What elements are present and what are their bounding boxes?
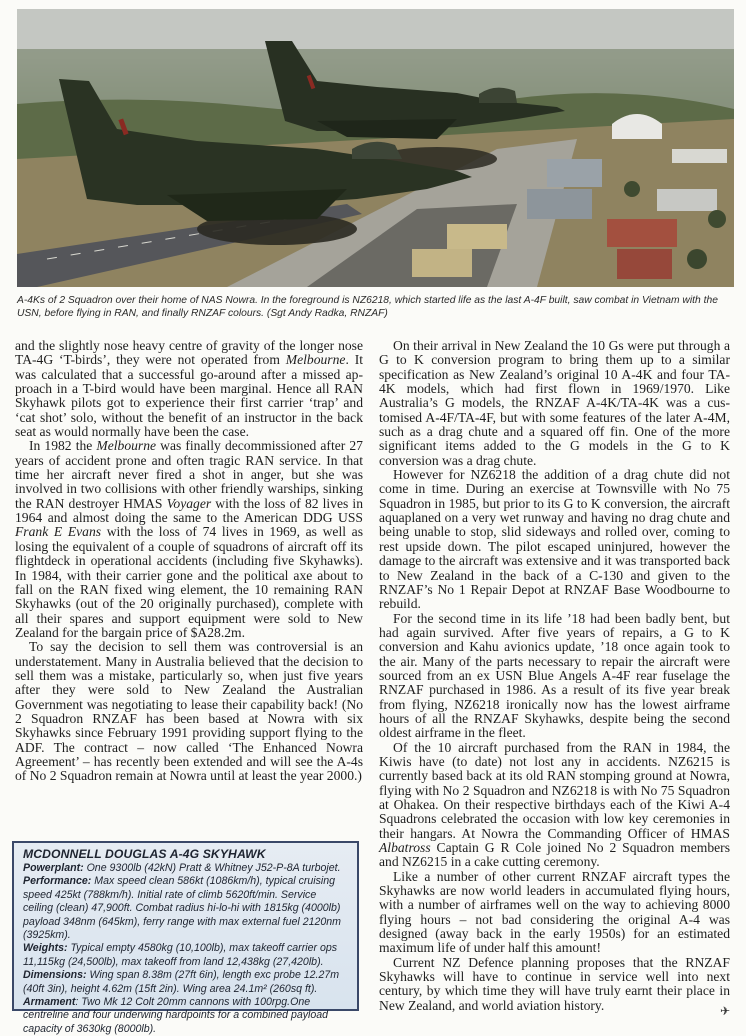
spec-powerplant: Powerplant: One 9300lb (42kN) Pratt & Whitney J52-P-8A turbojet. bbox=[23, 862, 341, 874]
article-right-column bbox=[379, 339, 730, 1013]
paragraph: and the slightly nose heavy centre of gravity of the longer nose TA-4G ‘T-birds’, they were not operated from Melbourne. It was calculated that a successful go-around after a missed approach in a T-bird would have been marginal. Hence all RAN Skyhawk pilots got to experience their first carrier ‘trap’ and ‘cat shot’ solo, without the benefit of an instructor in the back seat as would normally have been the case. bbox=[15, 338, 363, 440]
paragraph: Of the 10 aircraft purchased from the RAN in 1984, the Kiwis have (to date) not lost any in accidents. NZ6215 is currently based back at its old RAN stomping ground at Nowra, flying with No 2 Squadron and NZ6218 is with No 75 Squadron at Ohakea. On their respective birthdays each of the Kiwi A-4 Squadrons celebrated the occasion with low key ceremonies in their hangars. At Nowra the Commanding Officer of HMAS Albatross Captain G R Cole joined No 2 Squadron members and NZ6215 in a cake cutting ceremony. bbox=[379, 739, 730, 870]
paragraph: To say the decision to sell them was controversial is an understatement. Many in Australia believed that the decision to sell them was a mistake, particularly so, when just five years after they were sold to New Zealand the Australian Government was negotiating to lease their capability back! (No 2 Squadron RNZAF has been based at Nowra with six Skyhawks since February 1991 providing support flying to the ADF. The contract – now called ‘The Enhanced Nowra Agreement’ – has recently been extended and will see the A-4s of No 2 Squadron remain at Nowra until at least the year 2000.) bbox=[15, 639, 363, 784]
paragraph: However for NZ6218 the addition of a drag chute did not come in time. During an exercise at Townsville with No 75 Squadron in 1985, but prior to its G to K conversion, the aircraft aquaplaned on a very wet runway and having no drag chute and being unable to stop, slid sideways and rolled over, coming to rest upside down. The pilot escaped uninjured, however the damage to the aircraft was extensive and it was transported back to New Zealand in the back of a C-130 and given to the RNZAF’s No 1 Repair Depot at RNZAF Base Woodbourne to rebuild. bbox=[379, 467, 730, 612]
spec-performance: Performance: Max speed clean 586kt (1086km/h), typical cruising speed 425kt (788km/h). Initial rate of climb 5620ft/min. Service ceiling (clean) 47,900ft. Combat radius hi-lo-hi with 1815kg (4000lb) payload 348nm (645km), ferry range with max external fuel 2120nm (3925km). bbox=[23, 875, 341, 942]
paragraph: Current NZ Defence planning proposes that the RNZAF Skyhawks will have to continue in service well into next century, by which time they will have truly earnt their place in New Zealand, and world aviation history. bbox=[379, 954, 730, 1013]
article-left-column bbox=[15, 339, 363, 784]
spec-title: MCDONNELL DOUGLAS A-4G SKYHAWK bbox=[23, 847, 266, 861]
paragraph: In 1982 the Melbourne was finally decommissioned after 27 years of accident prone and often tragic RAN service. In that time her aircraft never fired a shot in anger, but she was involved in two collisions with other friendly warships, sinking the RAN destroyer HMAS Voyager with the loss of 82 lives in 1964 and almost doing the same to the American DDG USS Frank E Evans with the loss of 74 lives in 1969, as well as losing the equivalent of a couple of squadrons of aircraft off its flightdeck in operational accidents (including five Skyhawks). In 1984, with their carrier gone and the political axe about to fall on the RAN fixed wing element, the 10 remaining RAN Skyhawks (out of the 20 originally purchased), complete with all their spares and support equipment were sold to New Zealand for the bargain price of $A28.2m. bbox=[15, 438, 364, 640]
spec-armament: Armament: Two Mk 12 Colt 20mm cannons with 100rpg.One centreline and four underwing hardpoints for a combined payload capacity of 3630kg (8000lb). bbox=[23, 996, 329, 1035]
paragraph: On their arrival in New Zealand the 10 Gs were put through a G to K conversion program to bring them up to a similar specification as New Zealand’s original 10 A-4K and four TA-4K models, which had first flown in 1969/1970. Like Australia’s G models, the RNZAF A-4K/TA-4K was a customised A-4F/TA-4F, but with some features of the later A-4M, such as a drag chute and a squared off fin. One of the more significant items added to the G models in the G to K conversion was a drag chute. bbox=[379, 338, 730, 468]
paragraph: For the second time in its life ’18 had been badly bent, but had again survived. After five years of repairs, a G to K conversion and Kahu avionics update, ’18 once again took to the air. Many of the parts necessary to repair the aircraft were sourced from an ex USN Blue Angels A-4F rear fuselage the RNZAF purchased in 1986. As a result of its five year break from flying, NZ6218 ironically now has the lowest airframe hours of all the RNZAF Skyhawks, despite being the second oldest airframe in the fleet. bbox=[379, 610, 730, 741]
end-of-article-aircraft-icon: ✈ bbox=[720, 1004, 731, 1018]
photo-illustration bbox=[17, 9, 734, 287]
paragraph: Like a number of other current RNZAF aircraft types the Skyhawks are now world leaders in accumulated flying hours, with a number of airframes well on the way to achieving 8000 flying hours – not bad considering the original A-4 was designed (away back in the early 1950s) for an estimated maximum life of under half this amount! bbox=[379, 868, 730, 956]
photo-caption: A-4Ks of 2 Squadron over their home of NAS Nowra. In the foreground is NZ6218, which started life as the last A-4F built, saw combat in Vietnam with the USN, before flying in RAN, and finally RNZAF colours. (Sgt Andy Radka, RNZAF) bbox=[17, 295, 718, 319]
aircraft-photo bbox=[17, 9, 734, 287]
specifications-box bbox=[12, 841, 359, 1035]
spec-weights: Weights: Typical empty 4580kg (10,100lb), max takeoff carrier ops 11,115kg (24,500lb), max takeoff from land 12,438kg (27,420lb). bbox=[23, 942, 338, 968]
spec-dimensions: Dimensions: Wing span 8.38m (27ft 6in), length exc probe 12.27m (40ft 3in), height 4.62m (15ft 2in). Wing area 24.1m² (260sq ft). bbox=[23, 969, 340, 995]
